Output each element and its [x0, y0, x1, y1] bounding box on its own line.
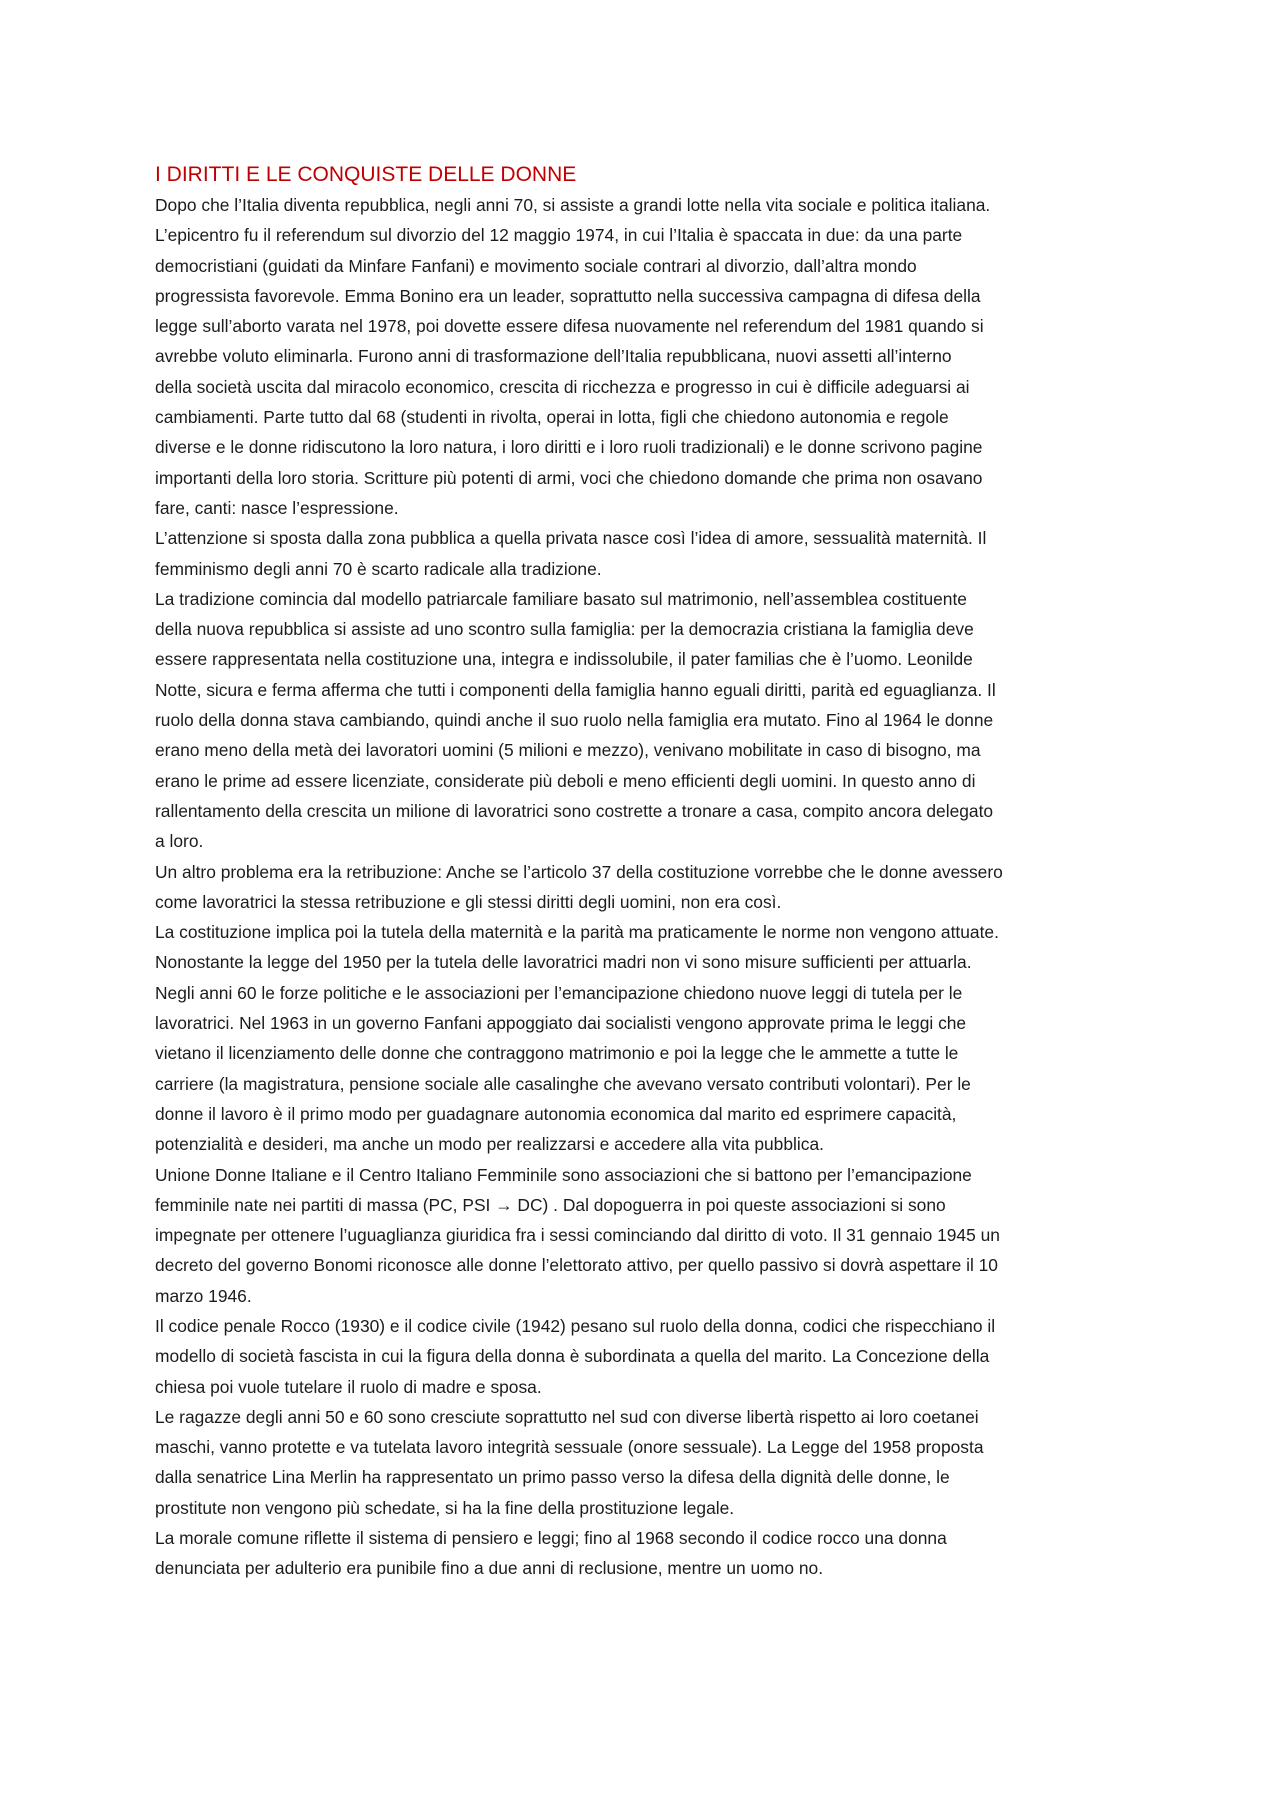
text-line: L’epicentro fu il referendum sul divorzio del 12 maggio 1974, in cui l’Italia è spaccata in due: da una parte	[155, 225, 963, 246]
text-line: Negli anni 60 le forze politiche e le associazioni per l’emancipazione chiedono nuove leggi di tutela per le	[155, 982, 963, 1003]
text-line: della società uscita dal miracolo economico, crescita di ricchezza e progresso in cui è difficile adeguarsi ai	[155, 376, 970, 397]
text-line: Nonostante la legge del 1950 per la tutela delle lavoratrici madri non vi sono misure sufficienti per attuarla.	[155, 952, 972, 973]
text-line: cambiamenti. Parte tutto dal 68 (studenti in rivolta, operai in lotta, figli che chiedono autonomia e regole	[155, 407, 949, 428]
document-title: I DIRITTI E LE CONQUISTE DELLE DONNE	[155, 163, 577, 186]
text-line: importanti della loro storia. Scritture più potenti di armi, voci che chiedono domande che prima non osavano	[155, 467, 983, 488]
text-line: impegnate per ottenere l’uguaglianza giuridica fra i sessi cominciando dal diritto di voto. Il 31 gennaio 1945 un	[155, 1225, 1000, 1246]
text-line: erano meno della metà dei lavoratori uomini (5 milioni e mezzo), venivano mobilitate in caso di bisogno, ma	[155, 740, 981, 761]
text-line: lavoratrici. Nel 1963 in un governo Fanfani appoggiato dai socialisti vengono approvate prima le leggi che	[155, 1013, 967, 1034]
text-line: della nuova repubblica si assiste ad uno scontro sulla famiglia: per la democrazia cristiana la famiglia deve	[155, 619, 974, 640]
text-line: essere rappresentata nella costituzione una, integra e indissolubile, il pater familias che è l’uomo. Leonilde	[155, 649, 973, 670]
text-line: fare, canti: nasce l’espressione.	[155, 497, 399, 518]
text-line: rallentamento della crescita un milione di lavoratrici sono costrette a tronare a casa, compito ancora delegato	[155, 800, 994, 821]
text-line: democristiani (guidati da Minfare Fanfani) e movimento sociale contrari al divorzio, dall’altra mondo	[155, 255, 917, 276]
document-text	[155, 190, 1140, 1584]
text-line: maschi, vanno protette e va tutelata lavoro integrità sessuale (onore sessuale). La Legge del 1958 proposta	[155, 1437, 984, 1458]
text-line: ruolo della donna stava cambiando, quindi anche il suo ruolo nella famiglia era mutato. Fino al 1964 le donne	[155, 710, 994, 731]
text-line: La morale comune riflette il sistema di pensiero e leggi; fino al 1968 secondo il codice rocco una donna	[155, 1528, 947, 1549]
text-line: vietano il licenziamento delle donne che contraggono matrimonio e poi la legge che le ammette a tutte le	[155, 1043, 959, 1064]
text-line: come lavoratrici la stessa retribuzione e gli stessi diritti degli uomini, non era così.	[155, 891, 782, 912]
text-line: dalla senatrice Lina Merlin ha rappresentato un primo passo verso la difesa della dignità delle donne, le	[155, 1467, 950, 1488]
text-line: Dopo che l’Italia diventa repubblica, negli anni 70, si assiste a grandi lotte nella vita sociale e politica italiana.	[155, 195, 991, 215]
text-line: carriere (la magistratura, pensione sociale alle casalinghe che avevano versato contributi volontari). Per le	[155, 1073, 971, 1094]
text-line: a loro.	[155, 831, 204, 852]
text-line: Il codice penale Rocco (1930) e il codice civile (1942) pesano sul ruolo della donna, codici che rispecchiano il	[155, 1315, 996, 1336]
text-line: denunciata per adulterio era punibile fino a due anni di reclusione, mentre un uomo no.	[155, 1558, 824, 1579]
text-line: decreto del governo Bonomi riconosce alle donne l’elettorato attivo, per quello passivo si dovrà aspettare il 10	[155, 1255, 998, 1276]
text-line: femminismo degli anni 70 è scarto radicale alla tradizione.	[155, 558, 602, 579]
text-line: potenzialità e desideri, ma anche un modo per realizzarsi e accedere alla vita pubblica.	[155, 1134, 824, 1155]
text-line: donne il lavoro è il primo modo per guadagnare autonomia economica dal marito ed esprimere capacità,	[155, 1103, 957, 1124]
text-line: modello di società fascista in cui la figura della donna è subordinata a quella del marito. La Concezione della	[155, 1346, 990, 1367]
text-line: Le ragazze degli anni 50 e 60 sono cresciute soprattutto nel sud con diverse libertà rispetto ai loro coetanei	[155, 1406, 979, 1427]
text-line: legge sull’aborto varata nel 1978, poi dovette essere difesa nuovamente nel referendum del 1981 quando si	[155, 316, 984, 337]
text-line: avrebbe voluto eliminarla. Furono anni di trasformazione dell’Italia repubblicana, nuovi assetti all’interno	[155, 346, 952, 367]
text-line: La costituzione implica poi la tutela della maternità e la parità ma praticamente le norme non vengono attuate.	[155, 922, 999, 943]
text-line: erano le prime ad essere licenziate, considerate più deboli e meno efficienti degli uomini. In questo anno di	[155, 770, 976, 791]
text-line: femminile nate nei partiti di massa (PC, PSI → DC) . Dal dopoguerra in poi queste associazioni si sono	[155, 1194, 946, 1215]
text-line: Un altro problema era la retribuzione: Anche se l’articolo 37 della costituzione vorrebbe che le donne avessero	[155, 861, 1003, 882]
text-line: chiesa poi vuole tutelare il ruolo di madre e sposa.	[155, 1376, 542, 1397]
text-line: Notte, sicura e ferma afferma che tutti i componenti della famiglia hanno eguali diritti, parità ed eguaglianza. Il	[155, 679, 996, 700]
text-line: prostitute non vengono più schedate, si ha la fine della prostituzione legale.	[155, 1497, 735, 1518]
text-line: marzo 1946.	[155, 1285, 252, 1306]
text-line: La tradizione comincia dal modello patriarcale familiare basato sul matrimonio, nell’assemblea costituente	[155, 588, 967, 609]
text-line: progressista favorevole. Emma Bonino era un leader, soprattutto nella successiva campagna di difesa della	[155, 285, 981, 306]
text-line: diverse e le donne ridiscutono la loro natura, i loro diritti e i loro ruoli tradizionali) e le donne scrivono pagine	[155, 437, 983, 458]
document-body	[155, 160, 1140, 1584]
text-line: L’attenzione si sposta dalla zona pubblica a quella privata nasce così l’idea di amore, sessualità maternità. Il	[155, 528, 987, 549]
text-line: Unione Donne Italiane e il Centro Italiano Femminile sono associazioni che si battono per l’emancipazione	[155, 1164, 972, 1185]
